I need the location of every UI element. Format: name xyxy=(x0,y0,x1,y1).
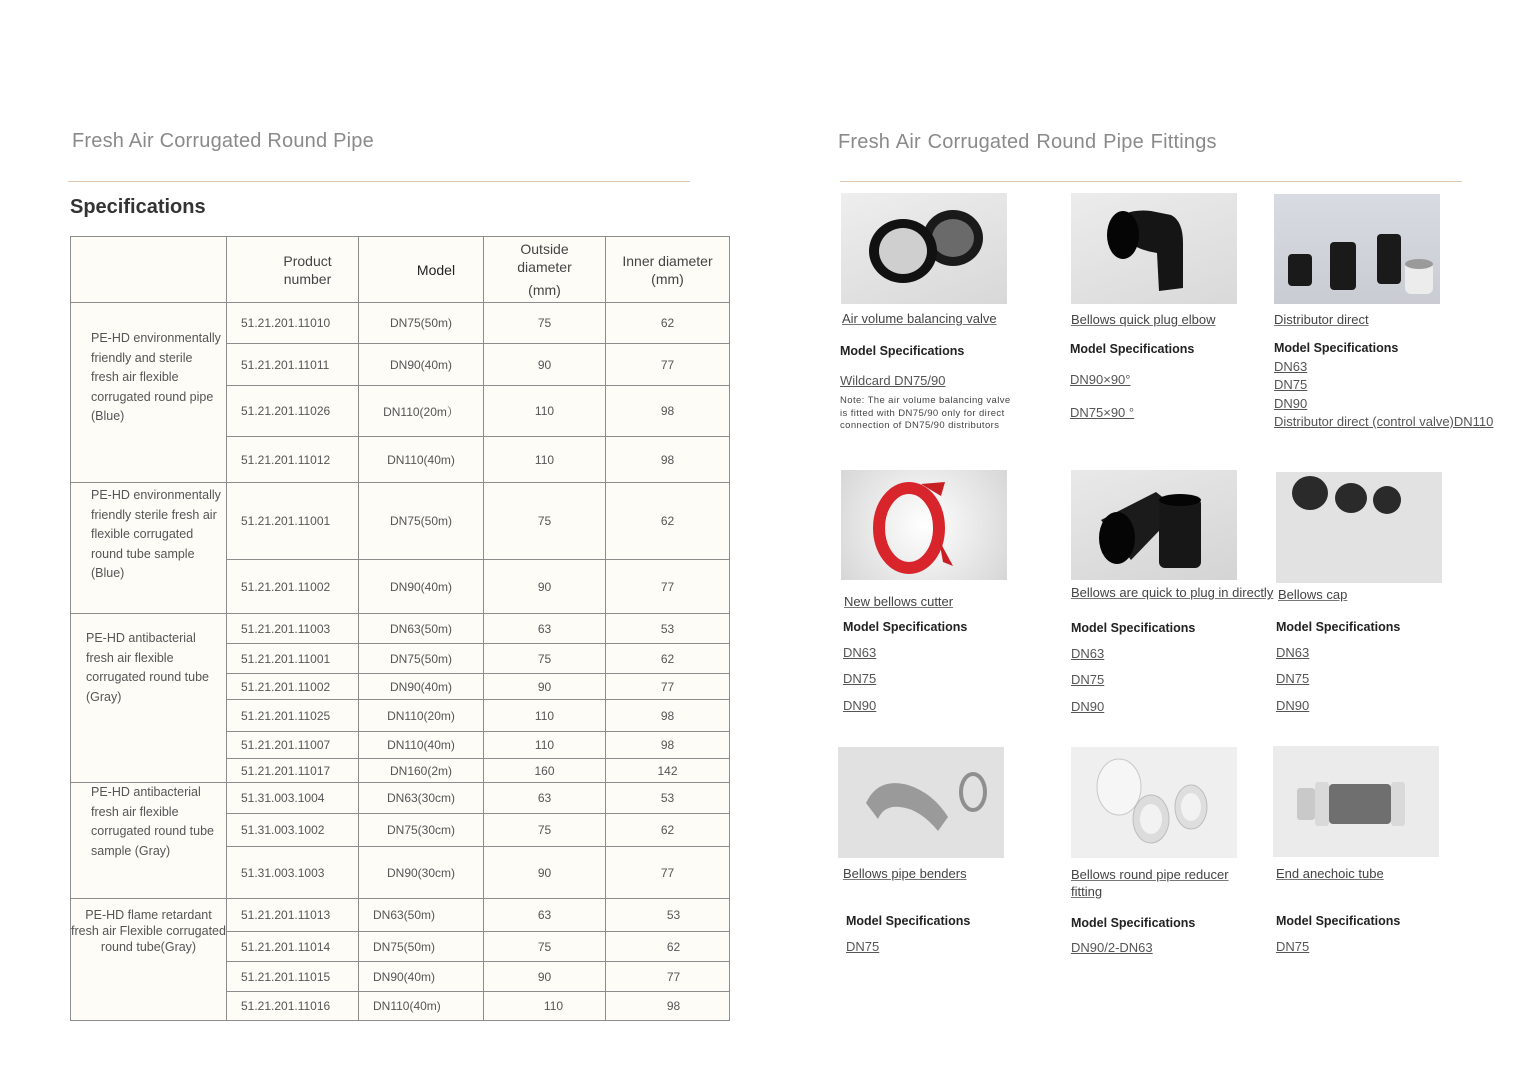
outside-diameter-cell: 110 xyxy=(484,732,606,759)
inner-diameter-cell: 62 xyxy=(606,483,730,560)
table-header-row xyxy=(71,237,730,303)
model-cell: DN110(20m） xyxy=(359,386,484,437)
spec-link[interactable]: DN75 xyxy=(1276,671,1310,686)
model-spec-label: Model Specifications xyxy=(1071,621,1196,635)
category-cell xyxy=(71,899,227,1021)
fitting-image-bellows-quick-plug-elbow xyxy=(1071,193,1237,304)
fitting-image-bellows-round-pipe-reducer xyxy=(1071,747,1237,858)
inner-diameter-cell: 142 xyxy=(606,759,730,783)
spec-link[interactable]: Wildcard DN75/90 xyxy=(840,373,946,388)
spec-link[interactable]: DN63 xyxy=(1274,359,1308,374)
fitting-image-distributor-direct xyxy=(1274,194,1440,304)
category-label: PE-HD environmentally friendly sterile fresh air flexible corrugated round tube sample (Blue) xyxy=(91,488,221,580)
fitting-name-new-bellows-cutter[interactable]: New bellows cutter xyxy=(844,594,954,609)
specifications-heading: Specifications xyxy=(70,196,206,218)
product-number-cell: 51.21.201.11001 xyxy=(227,483,359,560)
outside-diameter-cell: 90 xyxy=(484,674,606,700)
category-label: PE-HD environmentally friendly and sterile fresh air flexible corrugated round pipe (Blue) xyxy=(91,331,221,423)
white-reducer-icon xyxy=(1071,747,1237,858)
product-number-cell: 51.21.201.11002 xyxy=(227,674,359,700)
product-number-cell: 51.21.201.11025 xyxy=(227,700,359,732)
table-row xyxy=(71,303,730,344)
model-cell: DN75(50m) xyxy=(359,932,484,962)
spec-link[interactable]: DN63 xyxy=(1276,645,1310,660)
model-cell: DN90(30cm) xyxy=(359,847,484,899)
fitting-name-bellows-quick-plug-direct[interactable]: Bellows are quick to plug in directly xyxy=(1071,585,1274,600)
outside-diameter-cell: 75 xyxy=(484,814,606,847)
header-category xyxy=(71,237,227,303)
inner-diameter-cell: 77 xyxy=(606,344,730,386)
model-cell: DN110(40m) xyxy=(359,732,484,759)
model-cell: DN75(50m) xyxy=(359,303,484,344)
header-product-number xyxy=(227,237,359,303)
outside-diameter-cell: 90 xyxy=(484,560,606,614)
outside-diameter-cell: 110 xyxy=(484,992,606,1021)
outside-diameter-cell: 90 xyxy=(484,847,606,899)
category-cell xyxy=(71,783,227,899)
inner-diameter-cell: 77 xyxy=(606,847,730,899)
inner-diameter-cell: 98 xyxy=(606,437,730,483)
fitting-image-bellows-cap xyxy=(1276,472,1442,583)
product-number-cell: 51.31.003.1004 xyxy=(227,783,359,814)
product-number-cell: 51.21.201.11003 xyxy=(227,614,359,644)
model-spec-label: Model Specifications xyxy=(846,914,971,928)
red-cutter-icon xyxy=(841,470,1007,580)
black-elbow-icon xyxy=(1071,193,1237,304)
product-number-cell: 51.31.003.1003 xyxy=(227,847,359,899)
fitting-image-end-anechoic-tube xyxy=(1273,746,1439,857)
spec-link[interactable]: DN75 xyxy=(1276,939,1310,954)
spec-link[interactable]: Distributor direct (control valve)DN110 xyxy=(1274,414,1494,429)
header-model xyxy=(359,237,484,303)
black-sleeves-icon xyxy=(1071,470,1237,580)
spec-link[interactable]: DN75 xyxy=(1274,377,1308,392)
inner-diameter-cell: 62 xyxy=(606,644,730,674)
fitting-name-line: fitting xyxy=(1071,884,1103,899)
inner-diameter-cell: 62 xyxy=(606,932,730,962)
gray-bender-icon xyxy=(838,747,1004,858)
product-number-cell: 51.21.201.11016 xyxy=(227,992,359,1021)
fitting-note: Note: The air volume balancing valve is fitted with DN75/90 only for direct connection of DN75/90 distributors xyxy=(840,395,1011,431)
inner-diameter-cell: 53 xyxy=(606,614,730,644)
fitting-image-air-volume-balancing-valve xyxy=(841,193,1007,304)
model-cell: DN110(20m) xyxy=(359,700,484,732)
section-title-pipe: Fresh Air Corrugated Round Pipe xyxy=(72,130,374,152)
model-spec-label: Model Specifications xyxy=(843,620,968,634)
product-number-cell: 51.21.201.11013 xyxy=(227,899,359,932)
header-text: Inner diameter xyxy=(622,252,713,269)
product-number-cell: 51.21.201.11015 xyxy=(227,962,359,992)
inner-diameter-cell: 62 xyxy=(606,814,730,847)
table-row xyxy=(71,614,730,644)
spec-link[interactable]: DN75×90 ° xyxy=(1070,405,1135,420)
spec-link[interactable]: DN90/2-DN63 xyxy=(1071,940,1153,955)
product-number-cell: 51.21.201.11014 xyxy=(227,932,359,962)
inner-diameter-cell: 53 xyxy=(606,783,730,814)
fitting-name-distributor-direct[interactable]: Distributor direct xyxy=(1274,312,1369,327)
header-inner-diameter xyxy=(606,237,730,303)
product-number-cell: 51.21.201.11007 xyxy=(227,732,359,759)
fitting-image-new-bellows-cutter xyxy=(841,470,1007,580)
product-number-cell: 51.21.201.11017 xyxy=(227,759,359,783)
header-text: Product xyxy=(283,252,332,269)
outside-diameter-cell: 90 xyxy=(484,344,606,386)
header-text: number xyxy=(283,270,332,287)
spec-link[interactable]: DN90×90° xyxy=(1070,372,1131,387)
outside-diameter-cell: 75 xyxy=(484,644,606,674)
black-couplers-icon xyxy=(1274,194,1440,304)
header-text: Outside xyxy=(520,241,569,257)
gray-silencer-tube-icon xyxy=(1273,746,1439,857)
spec-link[interactable]: DN90 xyxy=(1071,699,1105,714)
outside-diameter-cell: 75 xyxy=(484,932,606,962)
spec-link[interactable]: DN90 xyxy=(1276,698,1310,713)
spec-link[interactable]: DN90 xyxy=(843,698,877,713)
table-row xyxy=(71,783,730,814)
category-label: PE-HD antibacterial fresh air flexible corrugated round tube (Gray) xyxy=(86,631,210,704)
table-row xyxy=(71,483,730,560)
spec-link[interactable]: DN63 xyxy=(1071,646,1105,661)
model-cell: DN110(40m) xyxy=(359,992,484,1021)
category-label: PE-HD flame retardant fresh air Flexible corrugated round tube(Gray) xyxy=(71,908,226,954)
model-cell: DN90(40m) xyxy=(359,674,484,700)
fitting-image-bellows-quick-plug-direct xyxy=(1071,470,1237,580)
outside-diameter-cell: 90 xyxy=(484,962,606,992)
specifications-table xyxy=(70,236,730,1021)
outside-diameter-cell: 75 xyxy=(484,483,606,560)
category-label: PE-HD antibacterial fresh air flexible corrugated round tube sample (Gray) xyxy=(91,785,215,858)
outside-diameter-cell: 63 xyxy=(484,614,606,644)
outside-diameter-cell: 110 xyxy=(484,386,606,437)
product-number-cell: 51.21.201.11026 xyxy=(227,386,359,437)
product-number-cell: 51.21.201.11010 xyxy=(227,303,359,344)
outside-diameter-cell: 63 xyxy=(484,899,606,932)
model-spec-label: Model Specifications xyxy=(1274,341,1399,355)
model-cell: DN75(30cm) xyxy=(359,814,484,847)
header-text: Model xyxy=(416,261,456,278)
fitting-image-bellows-pipe-benders xyxy=(838,747,1004,858)
product-number-cell: 51.21.201.11002 xyxy=(227,560,359,614)
model-cell: DN160(2m) xyxy=(359,759,484,783)
model-cell: DN90(40m) xyxy=(359,560,484,614)
header-text: (mm) xyxy=(651,270,684,287)
model-spec-label: Model Specifications xyxy=(1071,916,1196,930)
model-cell: DN110(40m) xyxy=(359,437,484,483)
black-caps-icon xyxy=(1276,472,1442,583)
model-cell: DN63(30cm) xyxy=(359,783,484,814)
inner-diameter-cell: 98 xyxy=(606,992,730,1021)
fitting-name-bellows-round-pipe-reducer[interactable] xyxy=(1071,866,1229,900)
fitting-name-end-anechoic-tube[interactable]: End anechoic tube xyxy=(1276,866,1384,881)
divider-left xyxy=(68,181,690,182)
header-outside-diameter xyxy=(484,237,606,303)
inner-diameter-cell: 98 xyxy=(606,386,730,437)
spec-link[interactable]: DN90 xyxy=(1274,396,1308,411)
category-cell xyxy=(71,483,227,614)
outside-diameter-cell: 110 xyxy=(484,437,606,483)
outside-diameter-cell: 110 xyxy=(484,700,606,732)
fitting-name-bellows-quick-plug-elbow[interactable]: Bellows quick plug elbow xyxy=(1071,312,1216,327)
model-spec-label: Model Specifications xyxy=(1276,620,1401,634)
table-row xyxy=(71,899,730,932)
section-title-fittings: Fresh Air Corrugated Round Pipe Fittings xyxy=(838,131,1217,153)
divider-right xyxy=(840,181,1462,182)
category-cell xyxy=(71,614,227,783)
inner-diameter-cell: 77 xyxy=(606,962,730,992)
inner-diameter-cell: 62 xyxy=(606,303,730,344)
spec-link[interactable]: DN75 xyxy=(843,671,877,686)
model-spec-label: Model Specifications xyxy=(1070,342,1195,356)
header-text: (mm) xyxy=(528,282,561,298)
inner-diameter-cell: 98 xyxy=(606,700,730,732)
fitting-name-air-volume-balancing-valve[interactable]: Air volume balancing valve xyxy=(842,311,997,326)
model-spec-label: Model Specifications xyxy=(1276,914,1401,928)
fitting-name-line: Bellows round pipe reducer xyxy=(1071,867,1229,882)
product-number-cell: 51.21.201.11011 xyxy=(227,344,359,386)
spec-link[interactable]: DN75 xyxy=(1071,672,1105,687)
header-text: diameter xyxy=(517,259,572,275)
model-cell: DN90(40m) xyxy=(359,962,484,992)
inner-diameter-cell: 53 xyxy=(606,899,730,932)
model-cell: DN90(40m) xyxy=(359,344,484,386)
spec-link[interactable]: DN63 xyxy=(843,645,877,660)
model-cell: DN75(50m) xyxy=(359,483,484,560)
product-number-cell: 51.21.201.11012 xyxy=(227,437,359,483)
inner-diameter-cell: 98 xyxy=(606,732,730,759)
fitting-name-bellows-cap[interactable]: Bellows cap xyxy=(1278,587,1348,602)
spec-link[interactable]: DN75 xyxy=(846,939,880,954)
model-spec-label: Model Specifications xyxy=(840,344,965,358)
black-ring-valve-icon xyxy=(841,193,1007,304)
outside-diameter-cell: 75 xyxy=(484,303,606,344)
model-cell: DN63(50m) xyxy=(359,614,484,644)
model-cell: DN75(50m) xyxy=(359,644,484,674)
outside-diameter-cell: 160 xyxy=(484,759,606,783)
product-number-cell: 51.21.201.11001 xyxy=(227,644,359,674)
model-cell: DN63(50m) xyxy=(359,899,484,932)
inner-diameter-cell: 77 xyxy=(606,674,730,700)
outside-diameter-cell: 63 xyxy=(484,783,606,814)
fitting-name-bellows-pipe-benders[interactable]: Bellows pipe benders xyxy=(843,866,967,881)
product-number-cell: 51.31.003.1002 xyxy=(227,814,359,847)
inner-diameter-cell: 77 xyxy=(606,560,730,614)
category-cell xyxy=(71,303,227,483)
